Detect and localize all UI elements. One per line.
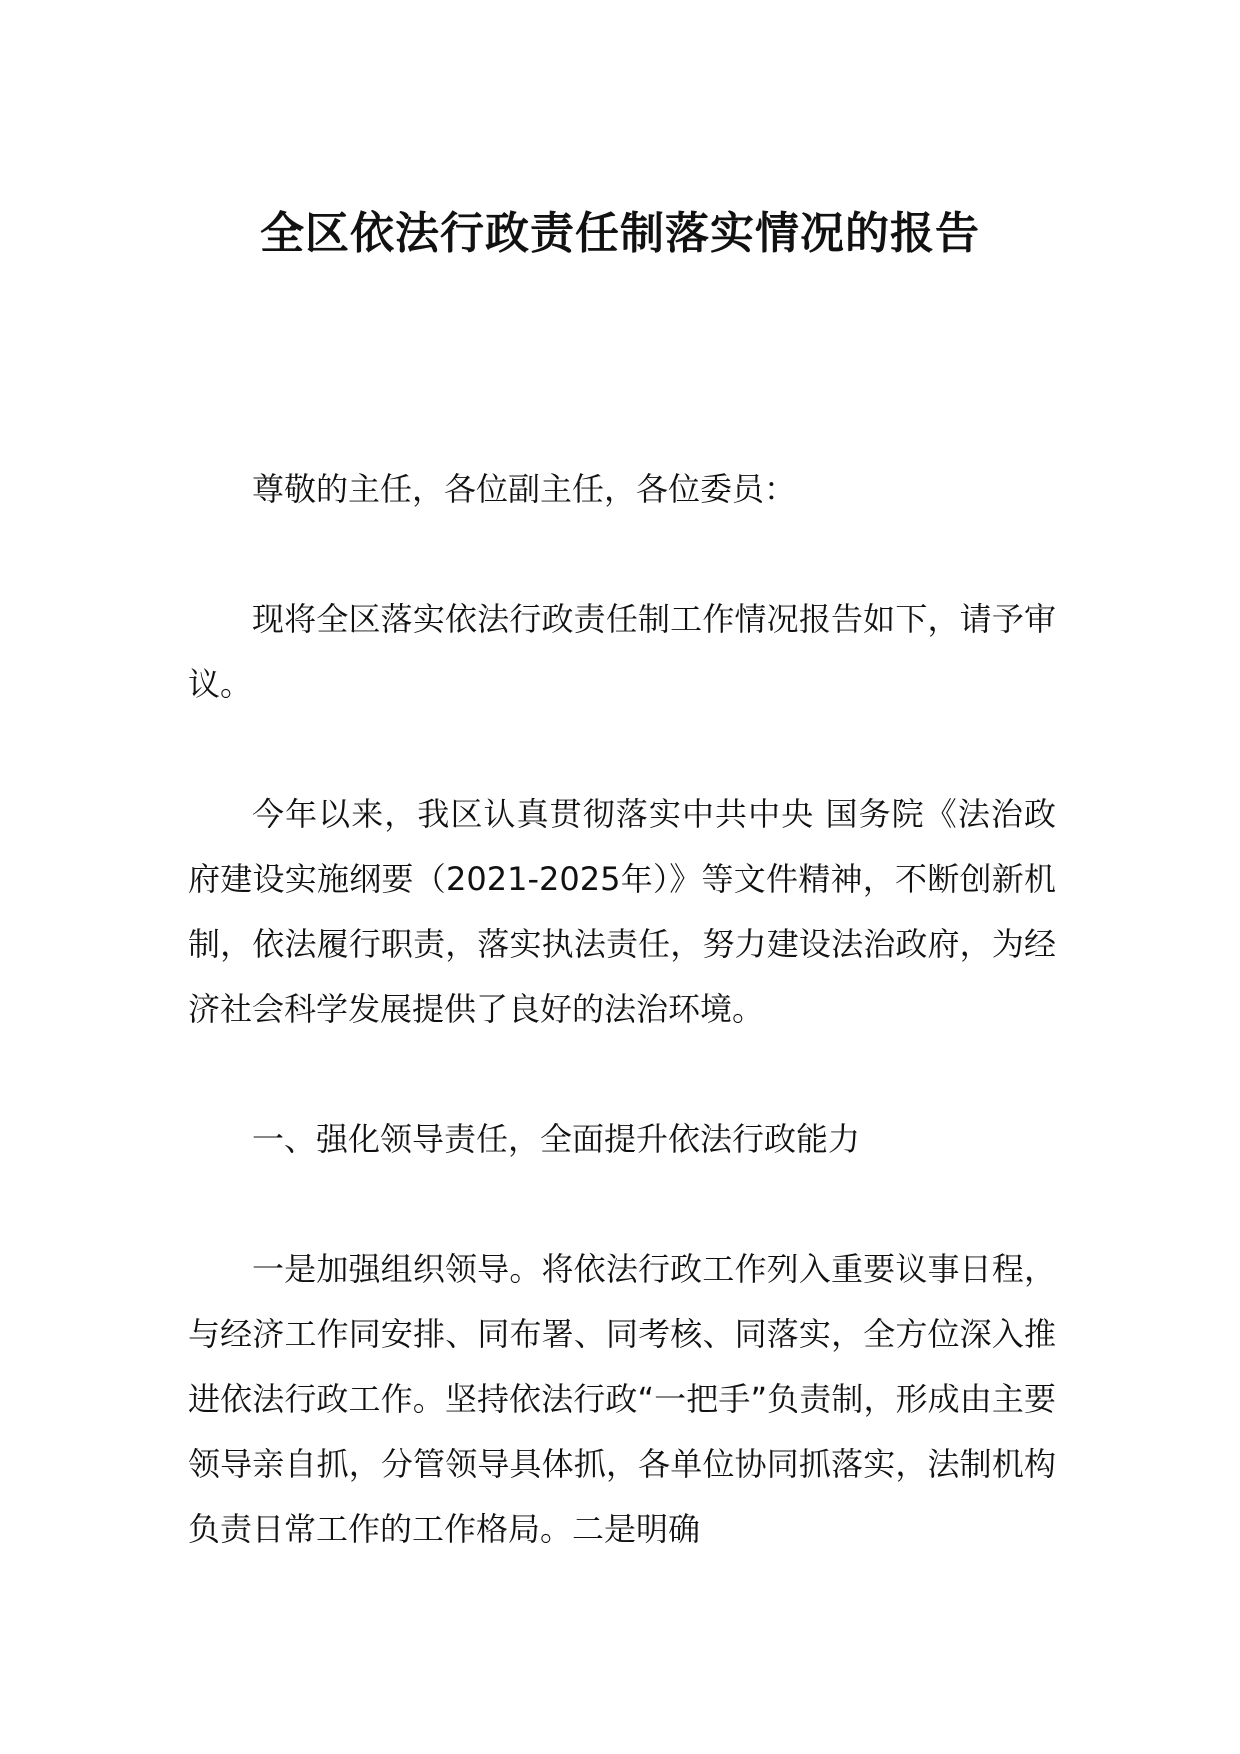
section-heading: 一、强化领导责任，全面提升依法行政能力 (252, 1120, 861, 1158)
salutation: 尊敬的主任，各位副主任，各位委员： (252, 470, 797, 508)
intro-paragraph: 现将全区落实依法行政责任制工作情况报告如下，请予审议。 (188, 600, 1056, 703)
section-paragraph: 一是加强组织领导。将依法行政工作列入重要议事日程，与经济工作同安排、同布署、同考核、同落实，全方位深入推进依法行政工作。坚持依法行政“一把手”负责制，形成由主要领导亲自抓，分管领导具体抓，各单位协同抓落实，法制机构负责日常工作的工作格局。二是明确 (188, 1250, 1056, 1548)
document-body (188, 457, 1056, 1562)
background-paragraph: 今年以来，我区认真贯彻落实中共中央 国务院《法治政府建设实施纲要（2021-2025年）》等文件精神，不断创新机制，依法履行职责，落实执法责任，努力建设法治政府，为经济社会科学发展提供了良好的法治环境。 (188, 795, 1056, 1028)
document-title: 全区依法行政责任制落实情况的报告 (260, 208, 980, 259)
